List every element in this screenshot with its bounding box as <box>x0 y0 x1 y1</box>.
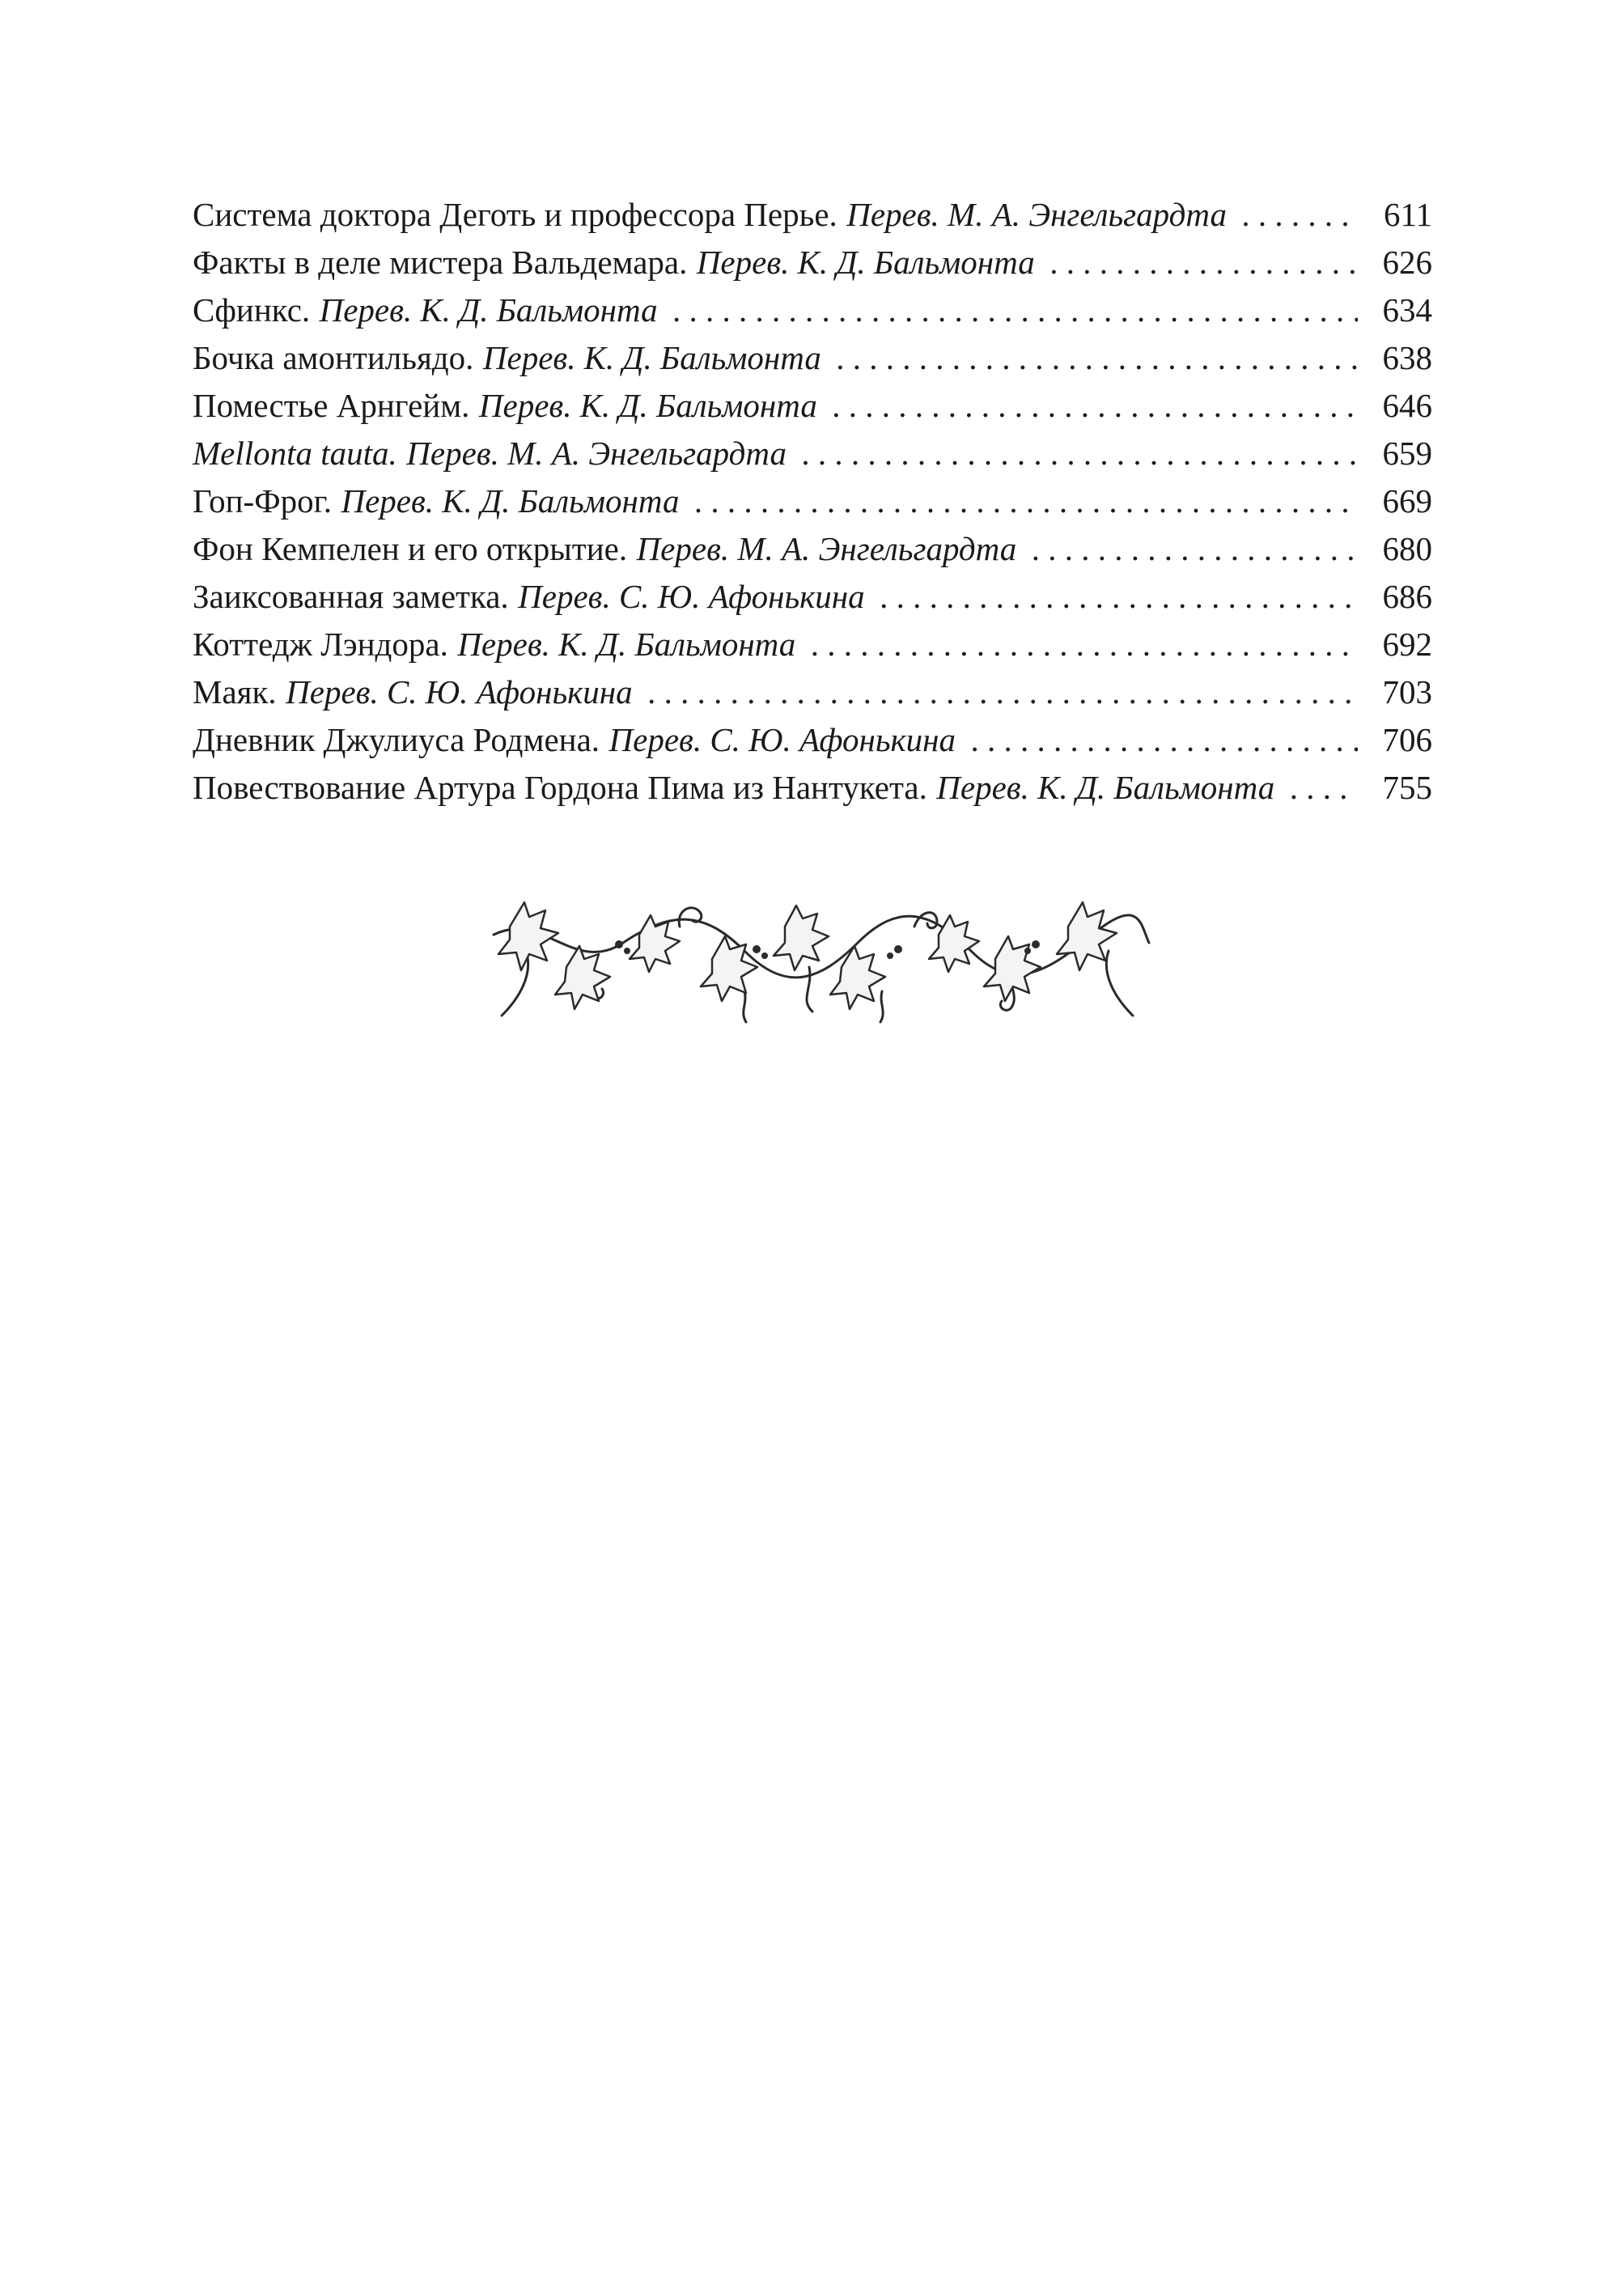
dot-leader <box>672 286 1358 334</box>
toc-entry-julius-rodman[interactable] <box>193 716 1432 764</box>
toc-entry-translator: Перев. С. Ю. Афонькина <box>608 721 956 758</box>
toc-entry-title: Поместье Арнгейм. <box>193 387 470 424</box>
toc-entry-amontillado[interactable] <box>193 334 1432 382</box>
toc-entry-sphinx[interactable] <box>193 286 1432 334</box>
dot-leader <box>1241 191 1357 239</box>
dot-leader <box>694 477 1358 525</box>
dot-leader <box>832 382 1357 430</box>
toc-entry-translator: Перев. К. Д. Бальмонта <box>319 291 658 329</box>
toc-entry-page: 626 <box>1382 244 1432 281</box>
dot-leader <box>836 334 1357 382</box>
toc-entry-title: Коттедж Лэндора. <box>193 626 448 663</box>
toc-entry-doctor-tarr[interactable] <box>193 191 1432 239</box>
toc-entry-page: 659 <box>1382 435 1432 472</box>
toc-entry-valdemar[interactable] <box>193 239 1432 286</box>
toc-entry-page: 638 <box>1382 339 1432 376</box>
toc-entry-translator: Перев. К. Д. Бальмонта <box>457 626 796 663</box>
toc-entry-translator: Перев. К. Д. Бальмонта <box>482 339 821 376</box>
toc-entry-mellonta-tauta[interactable] <box>193 430 1432 477</box>
toc-entry-translator: Перев. С. Ю. Афонькина <box>286 673 633 711</box>
toc-entry-translator: Перев. К. Д. Бальмонта <box>341 482 680 520</box>
toc-entry-hop-frog[interactable] <box>193 477 1432 525</box>
toc-entry-title: Mellonta tauta. <box>193 435 397 472</box>
toc-entry-title: Повествование Артура Гордона Пима из Нантукета. <box>193 769 927 806</box>
toc-entry-von-kempelen[interactable] <box>193 525 1432 573</box>
toc-entry-title: Факты в деле мистера Вальдемара. <box>193 244 688 281</box>
toc-entry-x-ing-paragrab[interactable] <box>193 573 1432 621</box>
toc-entry-title: Бочка амонтильядо. <box>193 339 474 376</box>
toc-entry-title: Заиксованная заметка. <box>193 578 509 615</box>
toc-entry-translator: Перев. С. Ю. Афонькина <box>518 578 865 615</box>
toc-entry-translator: Перев. М. А. Энгельгардта <box>636 530 1017 567</box>
dot-leader <box>647 668 1358 716</box>
vine-leaves-ornament-icon <box>477 878 1157 1064</box>
toc-entry-page: 634 <box>1382 291 1432 329</box>
table-of-contents <box>193 191 1432 812</box>
dot-leader <box>970 716 1357 764</box>
toc-entry-translator: Перев. К. Д. Бальмонта <box>478 387 817 424</box>
toc-entry-page: 669 <box>1382 482 1432 520</box>
dot-leader <box>811 621 1358 668</box>
toc-entry-title: Маяк. <box>193 673 277 711</box>
toc-entry-page: 706 <box>1382 721 1432 758</box>
toc-entry-title: Система доктора Деготь и профессора Перье. <box>193 196 837 233</box>
dot-leader <box>880 573 1358 621</box>
dot-leader <box>1032 525 1358 573</box>
toc-entry-page: 692 <box>1382 626 1432 663</box>
toc-entry-lighthouse[interactable] <box>193 668 1432 716</box>
toc-entry-translator: Перев. К. Д. Бальмонта <box>696 244 1035 281</box>
toc-entry-title: Сфинкс. <box>193 291 311 329</box>
toc-entry-page: 611 <box>1384 196 1432 233</box>
dot-leader <box>801 430 1357 477</box>
toc-entry-title: Гоп-Фрог. <box>193 482 333 520</box>
dot-leader <box>1290 764 1358 812</box>
toc-entry-arthur-gordon-pym[interactable] <box>193 764 1432 812</box>
toc-entry-title: Дневник Джулиуса Родмена. <box>193 721 600 758</box>
toc-entry-translator: Перев. М. А. Энгельгардта <box>406 435 787 472</box>
toc-entry-page: 686 <box>1382 578 1432 615</box>
toc-entry-page: 755 <box>1382 769 1432 806</box>
toc-entry-arnheim[interactable] <box>193 382 1432 430</box>
toc-entry-page: 703 <box>1382 673 1432 711</box>
toc-entry-title: Фон Кемпелен и его открытие. <box>193 530 628 567</box>
toc-entry-page: 680 <box>1382 530 1432 567</box>
dot-leader <box>1049 239 1357 286</box>
toc-entry-translator: Перев. М. А. Энгельгардта <box>846 196 1227 233</box>
toc-entry-translator: Перев. К. Д. Бальмонта <box>936 769 1275 806</box>
toc-entry-page: 646 <box>1382 387 1432 424</box>
toc-entry-landor-cottage[interactable] <box>193 621 1432 668</box>
